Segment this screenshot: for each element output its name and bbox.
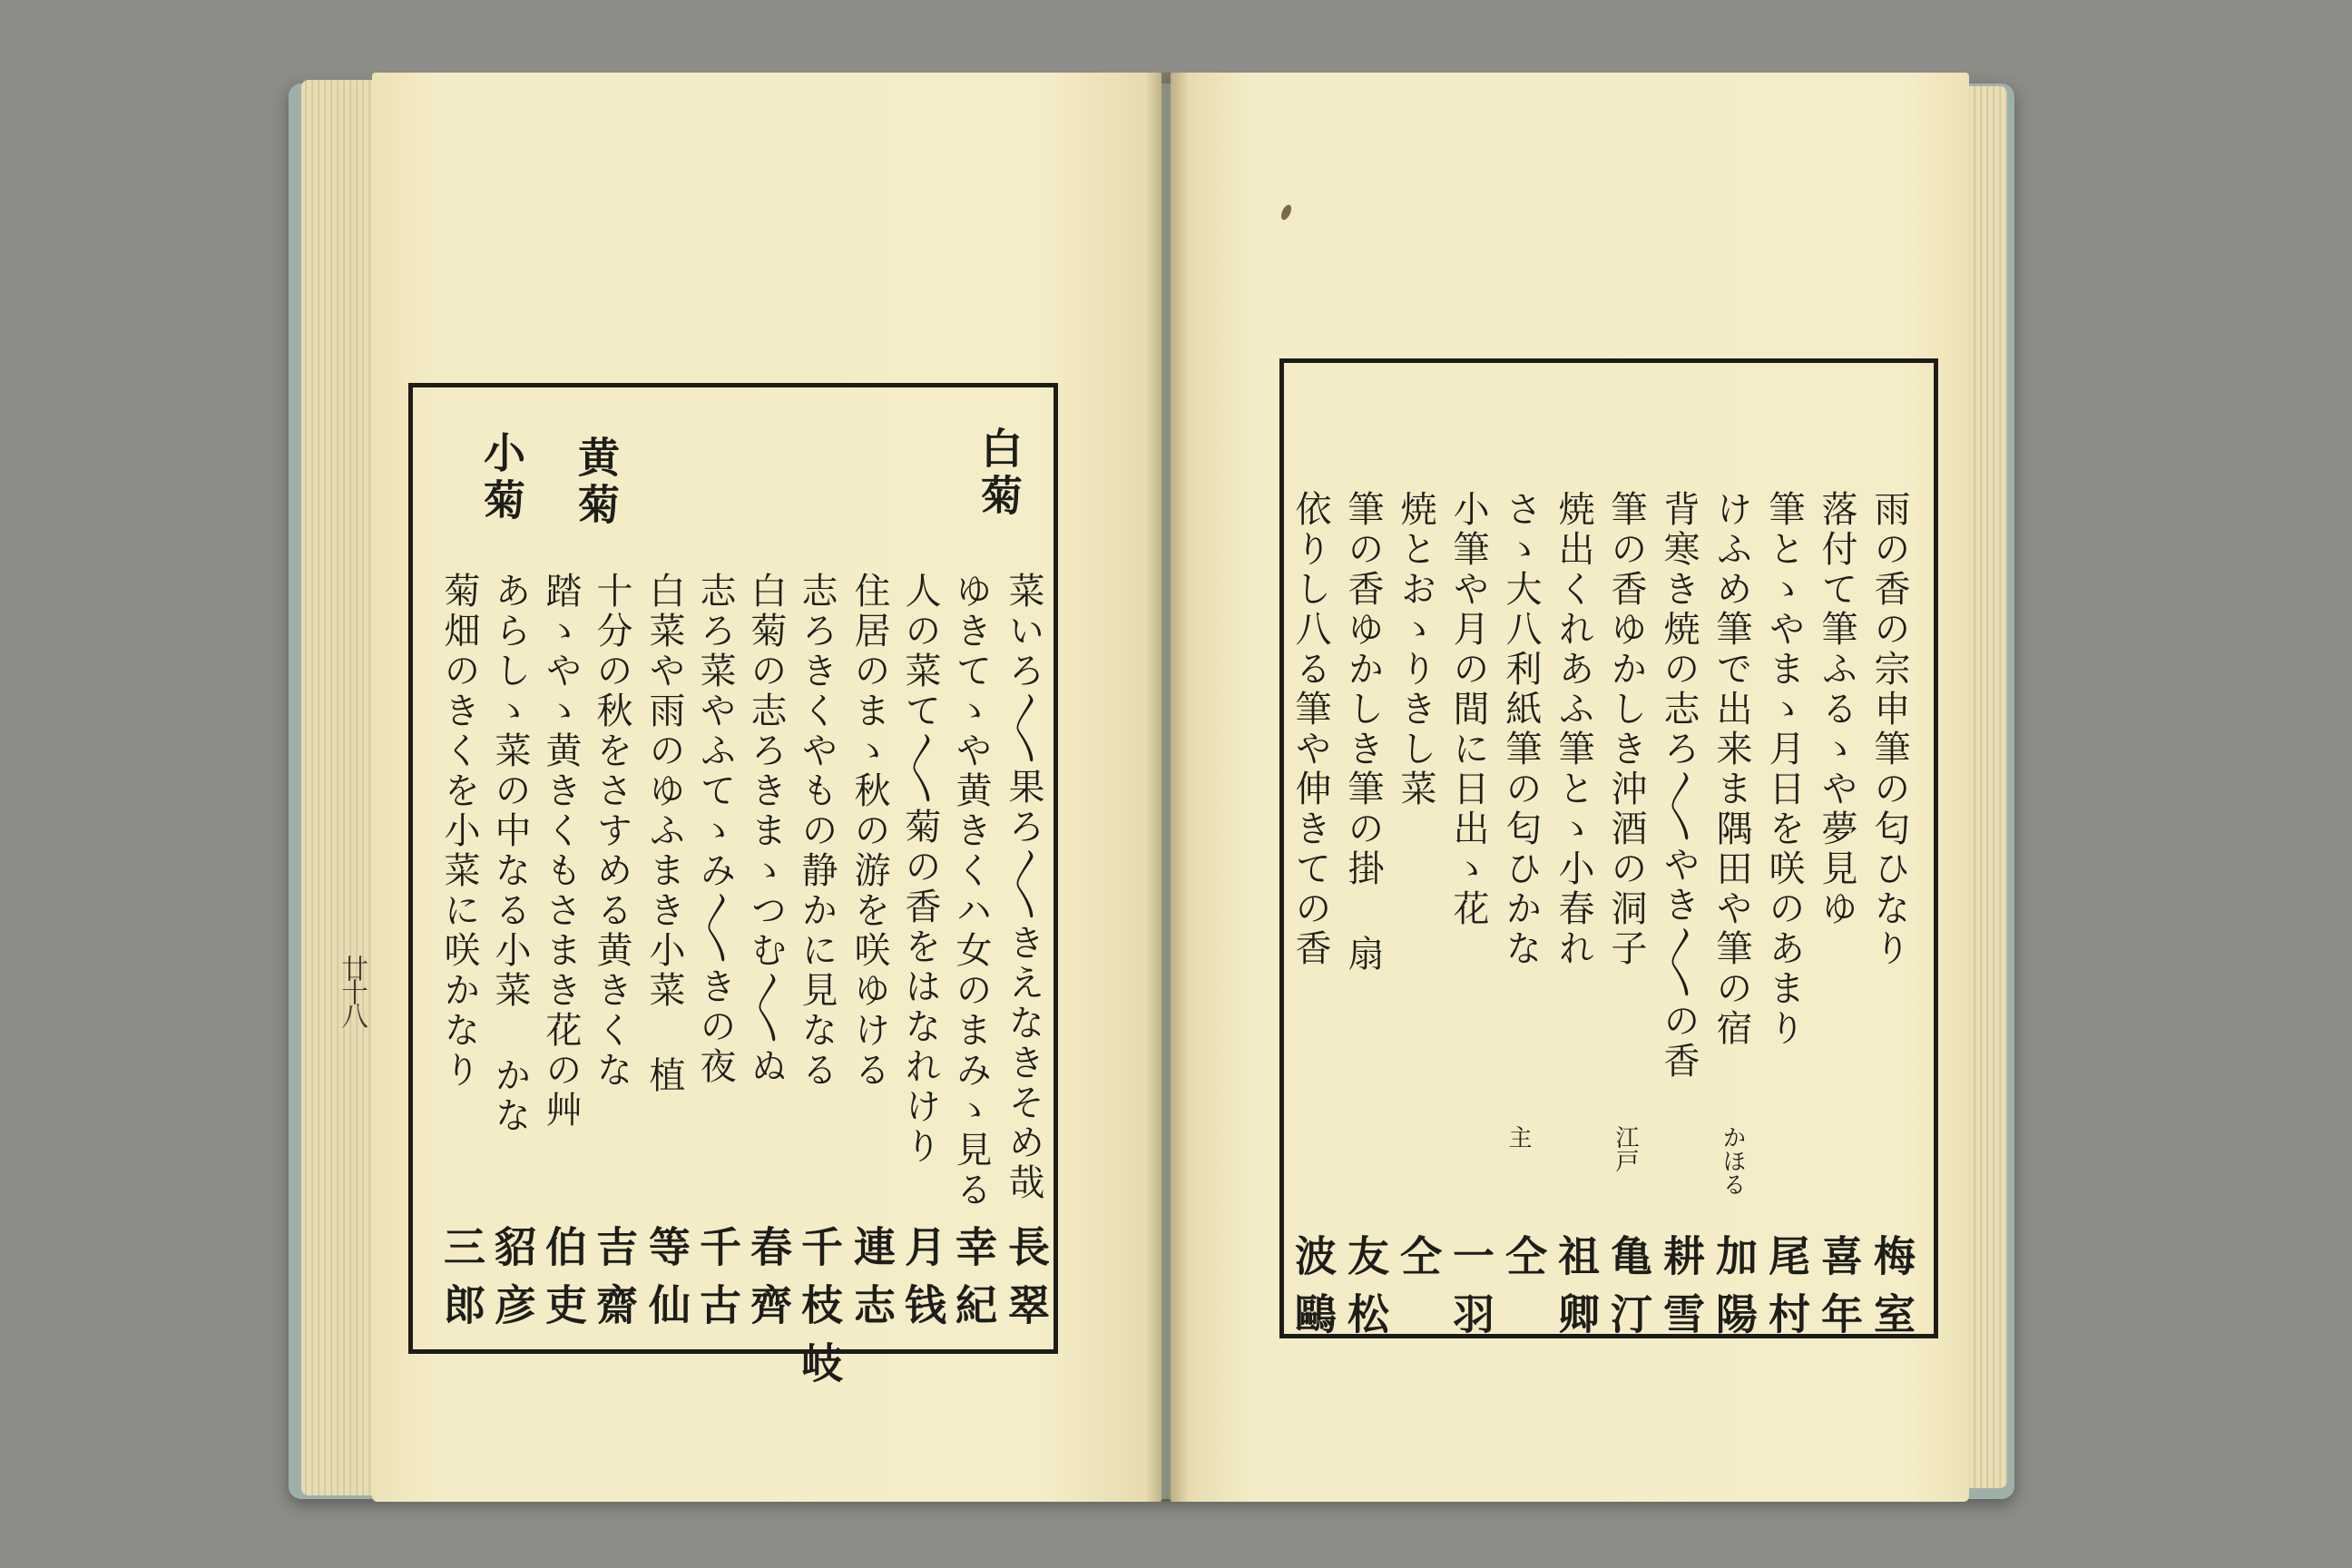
binding-gutter [1145,73,1189,1502]
poet-name: 千古 [693,1225,742,1341]
poet-name: 伯吏 [539,1225,588,1341]
poem-line: 菜いろ〳〵果ろ〳〵きえなきそめ哉 [1003,572,1044,1203]
poet-name: 三郎 [437,1225,486,1341]
poet-name: 千枝岐 [795,1225,844,1399]
page-number-mark: 廿十八 [336,955,368,1025]
poem-line: 焼出くれあふ筆とゝ小春れ [1553,490,1594,969]
poet-prefix: 江戸 [1612,1125,1639,1172]
poem-line: 菊畑のきくを小菜に咲かなり [438,572,480,1091]
poem-line: 落付て筆ふるゝや夢見ゆ [1816,490,1857,929]
poem-line: 雨の香の宗申筆の匂ひなり [1868,490,1910,969]
poet-name: 加陽 [1710,1234,1759,1350]
poem-line: 十分の秋をさすめる黄きくな [591,572,632,1091]
poem-line: 筆の香ゆかしき筆の掛 扇 [1342,490,1384,975]
poet-name: 連志 [848,1225,897,1341]
poet-name: 耕雪 [1657,1234,1706,1350]
poet-name: 幸紀 [949,1225,998,1341]
poem-line: 小筆や月の間に日出ゝ花 [1447,490,1489,929]
poem-line: 志ろ菜やふてゝみ〳〵きの夜 [694,572,736,1087]
poet-name: 祖卿 [1552,1234,1601,1350]
poet-name: 仝 [1394,1234,1443,1292]
poet-name: 喜年 [1815,1234,1864,1350]
poet-name: 仝 [1499,1234,1548,1292]
poem-line: 焼とおゝりきし菜 [1395,490,1436,809]
poet-name: 春齊 [744,1225,793,1341]
poem-line: 筆の香ゆかしき沖酒の洞子 [1605,490,1647,969]
poet-name: 波鷗 [1289,1234,1338,1350]
poet-prefix: かほる [1719,1125,1746,1196]
poet-name: 亀汀 [1604,1234,1653,1350]
poem-line: けふめ筆で出来ま隅田や筆の宿 [1710,490,1752,1049]
poet-name: 吉齋 [590,1225,639,1341]
poem-line: さゝ大八利紙筆の匂ひかな [1500,490,1542,969]
poem-line: 志ろきくやもの静かに見なる [796,572,838,1091]
poem-line: 筆とゝやまゝ月日を咲のあまり [1763,490,1805,1049]
poem-line: 踏ゝやゝ黄きくもさまき花の艸 [540,572,582,1131]
poet-name: 尾村 [1762,1234,1811,1350]
poem-line: あらしゝ菜の中なる小菜 かな [489,572,531,1136]
poem-line: 背寒き焼の志ろ〳〵やき〳〵の香 [1658,490,1700,1082]
poem-line: 住居のまゝ秋の游を咲ゆける [848,572,890,1091]
poet-name: 梅室 [1867,1234,1916,1350]
poem-line: ゆきてゝや黄きくハ女のまみゝ見る [950,572,992,1210]
poet-name: 等仙 [642,1225,691,1341]
section-heading: 小菊 [477,431,526,525]
poet-name: 貂彦 [488,1225,537,1341]
poet-name: 友松 [1341,1234,1390,1350]
section-heading: 黄菊 [572,436,621,530]
poem-line: 人の菜て〳〵菊の香をはなれけり [899,572,941,1167]
poem-line: 白菜や雨のゆふまき小菜 植 [643,572,685,1096]
poet-name: 長翠 [1002,1225,1051,1341]
poet-name: 月钱 [898,1225,947,1341]
poem-line: 依りし八る筆や伸きての香 [1289,490,1331,969]
poet-name: 一羽 [1446,1234,1495,1350]
poem-line: 白菊の志ろきまゝつむ〳〵ぬ [745,572,787,1087]
section-heading: 白菊 [975,426,1024,521]
poet-prefix: 主 [1504,1125,1532,1149]
